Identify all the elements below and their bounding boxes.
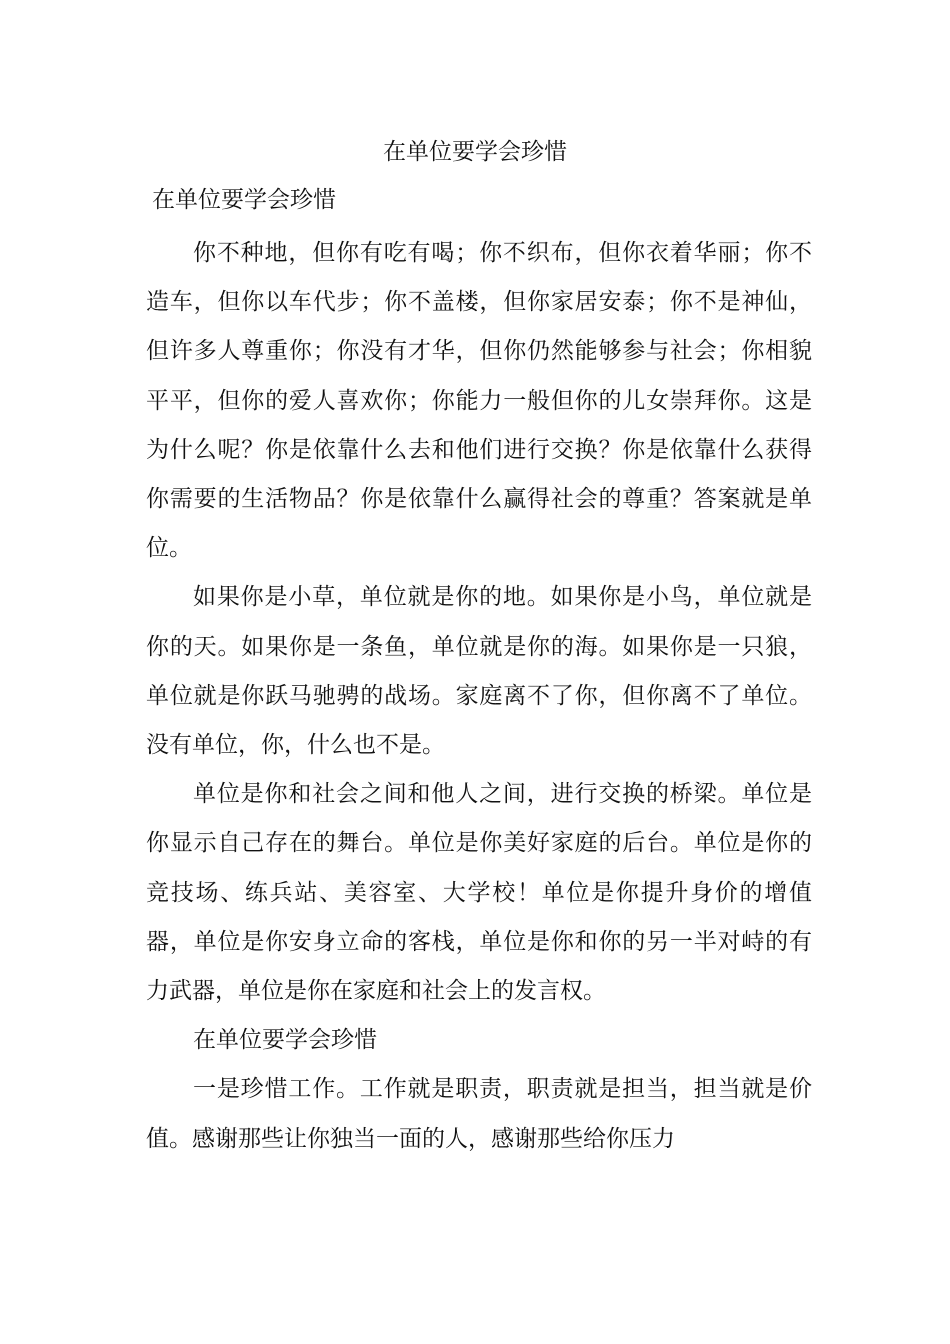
document-title: 在单位要学会珍惜 xyxy=(383,139,567,165)
paragraph-3: 单位是你和社会之间和他人之间，进行交换的桥梁。单位是你显示自己存在的舞台。单位是你美好家庭的后台。单位是你的竞技场、练兵站、美容室、大学校！单位是你提升身价的增值器，单位是你安身立命的客栈，单位是你和你的另一半对峙的有力武器，单位是你在家庭和社会上的发言权。 xyxy=(146,781,812,1005)
paragraph-2: 如果你是小草，单位就是你的地。如果你是小鸟，单位就是你的天。如果你是一条鱼，单位就是你的海。如果你是一只狼，单位就是你跃马驰骋的战场。家庭离不了你，但你离不了单位。没有单位，你，什么也不是。 xyxy=(146,584,812,759)
document-subtitle: 在单位要学会珍惜 xyxy=(152,187,336,213)
section-heading: 在单位要学会珍惜 xyxy=(193,1027,377,1054)
paragraph-1: 你不种地，但你有吃有喝；你不织布，但你衣着华丽；你不造车，但你以车代步；你不盖楼，但你家居安泰；你不是神仙，但许多人尊重你；你没有才华，但你仍然能够参与社会；你相貌平平，但你的爱人喜欢你；你能力一般但你的儿女崇拜你。这是为什么呢？你是依靠什么去和他们进行交换？你是依靠什么获得你需要的生活物品？你是依靠什么赢得社会的尊重？答案就是单位。 xyxy=(146,240,812,562)
paragraph-4: 一是珍惜工作。工作就是职责，职责就是担当，担当就是价值。感谢那些让你独当一面的人，感谢那些给你压力 xyxy=(146,1076,812,1152)
document-body xyxy=(146,182,812,1164)
